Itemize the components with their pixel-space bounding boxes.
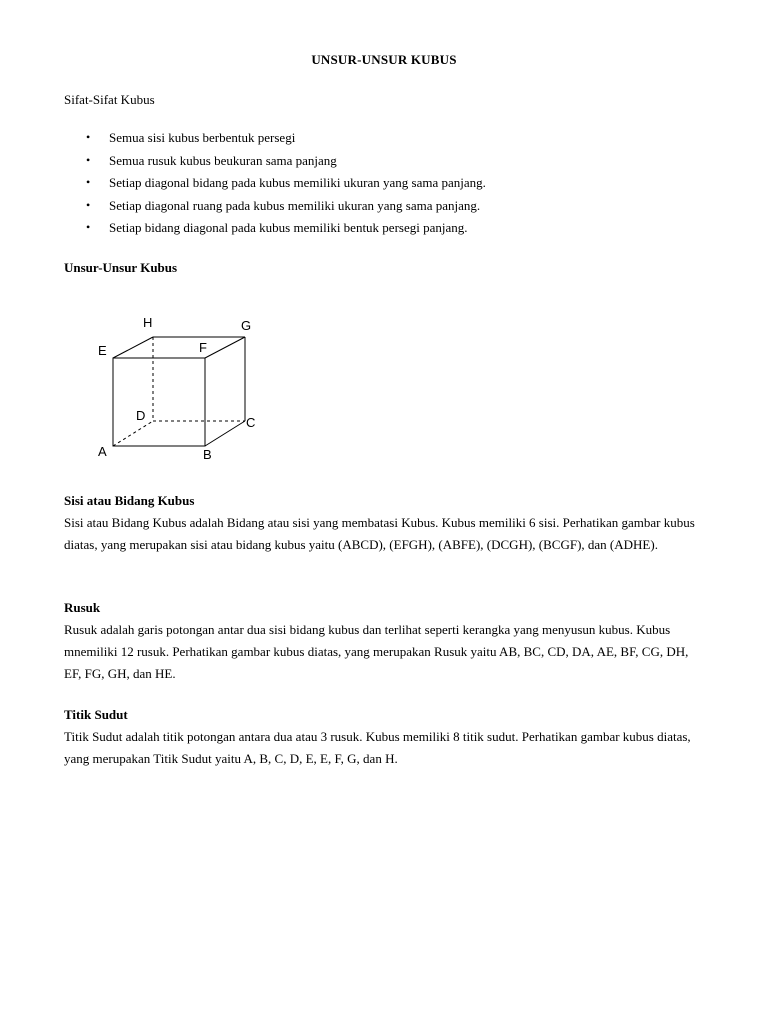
list-item: [64, 175, 486, 198]
cube-edge-fg: [205, 337, 245, 358]
cube-label-c: C: [246, 415, 256, 430]
cube-diagram: [90, 306, 270, 466]
cube-label-b: B: [203, 447, 212, 462]
bullet-icon: •: [86, 152, 91, 167]
bullet-icon: •: [86, 130, 91, 144]
property-text: Setiap bidang diagonal pada kubus memiliki bentuk persegi panjang.: [109, 220, 468, 235]
property-text: Semua sisi kubus berbentuk persegi: [109, 130, 296, 145]
cube-label-f: F: [199, 340, 207, 355]
cube-front-face: [113, 358, 205, 446]
section-text: Sisi atau Bidang Kubus adalah Bidang atau sisi yang membatasi Kubus. Kubus memiliki 6 sisi. Perhatikan gambar kubus diatas, yang merupakan sisi atau bidang kubus yaitu (ABCD), (EFGH), (ABFE), (DCGH), (BCGF), dan (ADHE).: [64, 515, 695, 552]
section-rusuk: [64, 599, 704, 685]
unsur-heading: Unsur-Unsur Kubus: [64, 260, 178, 275]
section-heading: Titik Sudut: [64, 707, 128, 722]
cube-label-h: H: [143, 315, 153, 330]
list-item: [64, 130, 486, 153]
bullet-icon: •: [86, 197, 91, 212]
cube-label-a: A: [98, 444, 107, 459]
property-text: Setiap diagonal ruang pada kubus memiliki ukuran yang sama panjang.: [109, 197, 481, 213]
property-text: Setiap diagonal bidang pada kubus memiliki ukuran yang sama panjang.: [109, 175, 486, 190]
property-text: Semua rusuk kubus beukuran sama panjang: [109, 152, 337, 168]
section-heading: Sisi atau Bidang Kubus: [64, 493, 195, 508]
cube-label-e: E: [98, 343, 107, 358]
section-titik-sudut: [64, 706, 704, 770]
cube-label-g: G: [241, 318, 252, 333]
bullet-icon: •: [86, 175, 91, 189]
properties-list: [64, 130, 486, 243]
list-item: [64, 198, 486, 221]
bullet-icon: •: [86, 220, 91, 234]
cube-edge-eh: [113, 337, 153, 358]
cube-edge-bc: [205, 421, 245, 446]
list-item: [64, 153, 486, 176]
section-heading: Rusuk: [64, 600, 101, 615]
page-title: UNSUR-UNSUR KUBUS: [311, 52, 457, 67]
section-text: Rusuk adalah garis potongan antar dua sisi bidang kubus dan terlihat seperti kerangka yang menyusun kubus. Kubus mnemiliki 12 rusuk. Perhatikan gambar kubus diatas, yang merupakan Rusuk yaitu AB, BC, CD, DA, AE, BF, CG, DH, EF, FG, GH, dan HE.: [64, 622, 689, 681]
cube-edge-ad: [113, 421, 153, 446]
list-item: [64, 220, 486, 243]
properties-subtitle: Sifat-Sifat Kubus: [64, 92, 155, 107]
section-text: Titik Sudut adalah titik potongan antara dua atau 3 rusuk. Kubus memiliki 8 titik sudut. Perhatikan gambar kubus diatas, yang merupakan Titik Sudut yaitu A, B, C, D, E, E, F, G, dan H.: [64, 729, 691, 766]
section-sisi: [64, 492, 704, 556]
cube-label-d: D: [136, 408, 146, 423]
